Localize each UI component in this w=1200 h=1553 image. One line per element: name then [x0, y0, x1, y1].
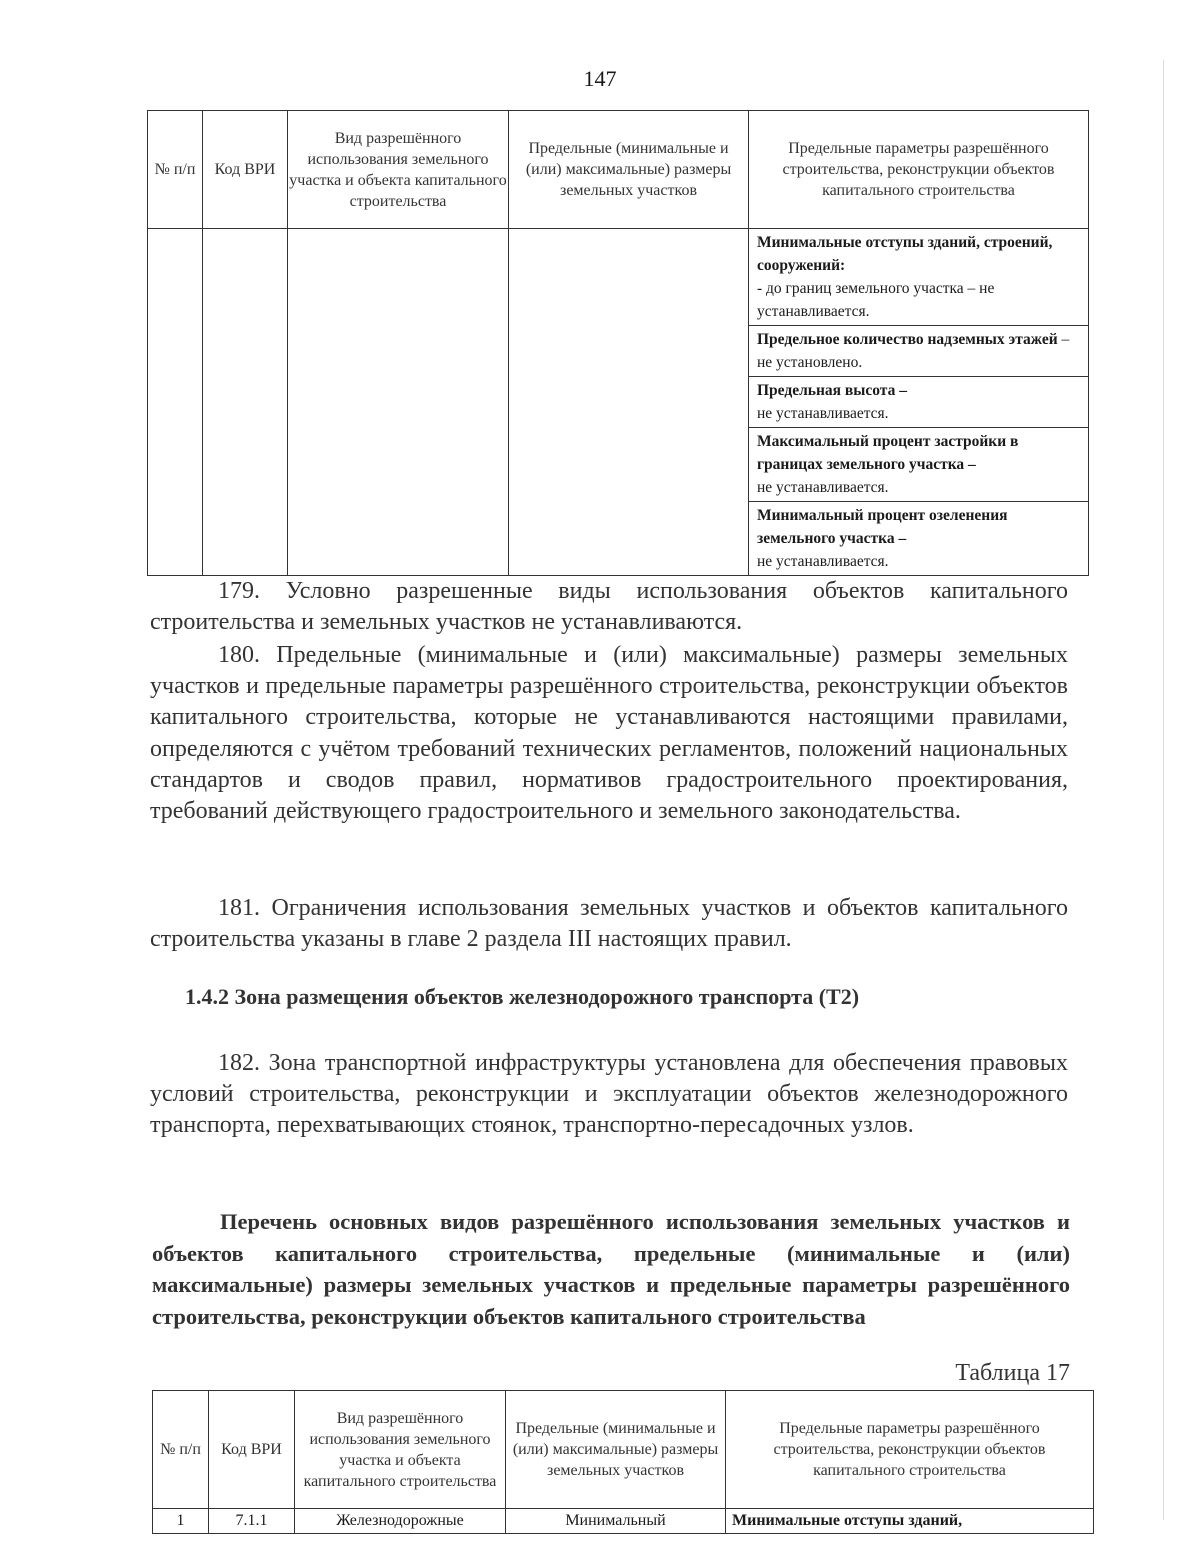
param-cell-build-percent	[749, 428, 1089, 502]
cell-num-empty	[148, 229, 203, 576]
cell-sizes: Минимальный	[506, 1509, 726, 1534]
header-code: Код ВРИ	[203, 111, 288, 229]
header-params: Предельные параметры разрешённого строительства, реконструкции объектов капитального строительства	[726, 1391, 1094, 1509]
header-kind: Вид разрешённого использования земельного участка и объекта капитального строительства	[288, 111, 509, 229]
param-text: не устанавливается.	[757, 479, 889, 496]
table-header-row	[153, 1391, 1094, 1509]
header-kind: Вид разрешённого использования земельного участка и объекта капитального строительства	[295, 1391, 506, 1509]
paragraph-181: 181. Ограничения использования земельных участков и объектов капитального строительства указаны в главе 2 раздела III настоящих правил.	[150, 895, 1068, 953]
param-cell-green-percent	[749, 502, 1089, 576]
header-sizes: Предельные (минимальные и (или) максимальные) размеры земельных участков	[506, 1391, 726, 1509]
param-bold: Максимальный процент застройки в границах земельного участка –	[757, 433, 1019, 473]
cell-params: Минимальные отступы зданий,	[726, 1509, 1094, 1534]
param-text: не устанавливается.	[757, 553, 889, 570]
regulations-table-continued	[147, 110, 1089, 576]
param-text: – не установлено.	[757, 331, 1070, 371]
cell-kind-empty	[288, 229, 509, 576]
section-heading: 1.4.2 Зона размещения объектов железнодорожного транспорта (Т2)	[185, 984, 860, 1009]
cell-code: 7.1.1	[209, 1509, 295, 1534]
param-cell-floors	[749, 326, 1089, 377]
param-bold: Предельная высота –	[757, 382, 907, 399]
param-text: - до границ земельного участка – не устанавливается.	[757, 280, 995, 320]
table-row	[153, 1509, 1094, 1534]
header-params: Предельные параметры разрешённого строительства, реконструкции объектов капитального строительства	[749, 111, 1089, 229]
param-text: не устанавливается.	[757, 405, 889, 422]
paragraph-179: 179. Условно разрешенные виды использования объектов капитального строительства и земельных участков не устанавливаются.	[150, 578, 1068, 636]
regulations-table-17	[152, 1390, 1094, 1534]
param-bold: Минимальный процент озеленения земельного участка –	[757, 507, 1008, 547]
param-bold: Минимальные отступы зданий, строений, сооружений:	[757, 234, 1053, 274]
param-bold: Предельное количество надземных этажей	[757, 331, 1058, 348]
header-sizes: Предельные (минимальные и (или) максимальные) размеры земельных участков	[509, 111, 749, 229]
paragraph-180: 180. Предельные (минимальные и (или) максимальные) размеры земельных участков и предельные параметры разрешённого строительства, реконструкции объектов капитального строительства, которые не устанавливаются настоящими правилами, определяются с учётом требований технических регламентов, положений национальных стандартов и сводов правил, нормативов градостроительного проектирования, требований действующего градостроительного и земельного законодательства.	[150, 642, 1068, 825]
header-code: Код ВРИ	[209, 1391, 295, 1509]
cell-kind: Железнодорожные	[295, 1509, 506, 1534]
table-label: Таблица 17	[955, 1360, 1070, 1386]
page-number: 147	[583, 66, 617, 91]
header-num: № п/п	[148, 111, 203, 229]
cell-sizes-empty	[509, 229, 749, 576]
scan-edge-line	[1163, 60, 1164, 1520]
paragraph-182: 182. Зона транспортной инфраструктуры установлена для обеспечения правовых условий строительства, реконструкции и эксплуатации объектов железнодорожного транспорта, перехватывающих стоянок, транспортно-пересадочных узлов.	[150, 1050, 1068, 1139]
list-heading: Перечень основных видов разрешённого использования земельных участков и объектов капитального строительства, предельные (минимальные и (или) максимальные) размеры земельных участков и предельные параметры разрешённого строительства, реконструкции объектов капитального строительства	[152, 1209, 1070, 1329]
table-row	[148, 229, 1089, 326]
header-num: № п/п	[153, 1391, 209, 1509]
table-header-row	[148, 111, 1089, 229]
param-cell-setbacks	[749, 229, 1089, 326]
cell-code-empty	[203, 229, 288, 576]
param-cell-height	[749, 377, 1089, 428]
cell-num: 1	[153, 1509, 209, 1534]
